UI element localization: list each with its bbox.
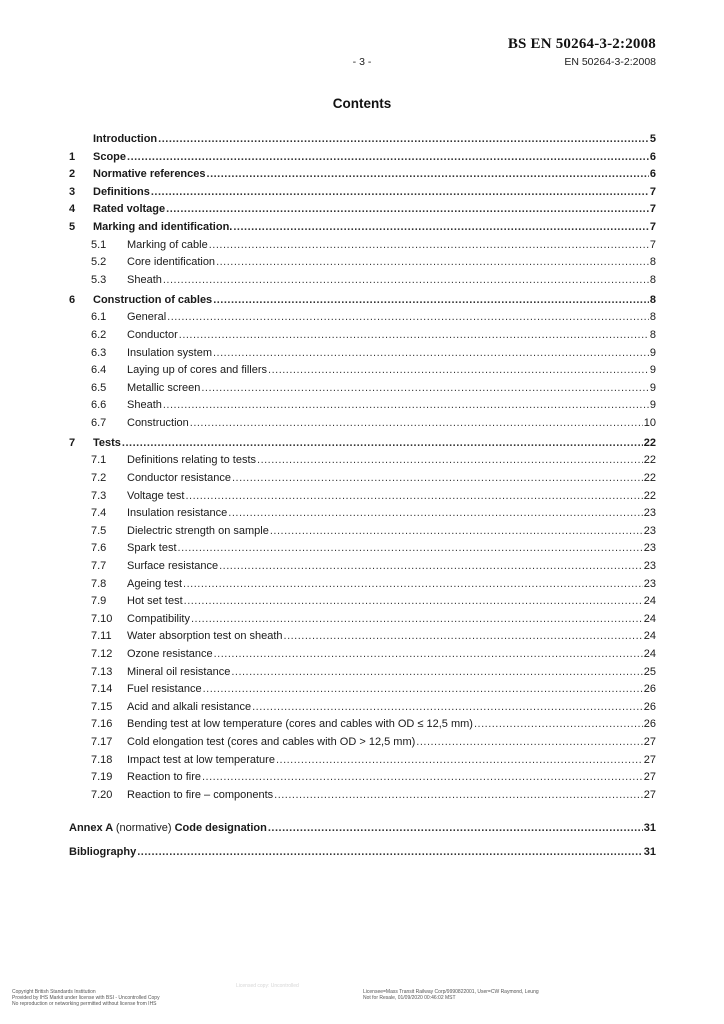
- footer-copyright: [12, 989, 160, 1007]
- toc-entry-page: 7: [649, 238, 656, 251]
- toc-entry-bibliography[interactable]: [69, 846, 656, 864]
- toc-entry-number: 7.1: [91, 454, 107, 467]
- toc-entry-number: 7.17: [91, 735, 113, 748]
- toc-entry-page: 7: [649, 185, 656, 198]
- toc-entry-page: 26: [643, 718, 656, 731]
- toc-dot-leader: [167, 311, 649, 323]
- toc-entry-number: 5.2: [91, 256, 107, 269]
- toc-entry-title: Impact test at low temperature: [127, 753, 275, 766]
- toc-entry[interactable]: [69, 151, 656, 169]
- toc-entry-page: 27: [643, 753, 656, 766]
- toc-entry[interactable]: [69, 525, 656, 543]
- toc-entry[interactable]: [69, 648, 656, 666]
- toc-dot-leader: [163, 399, 649, 411]
- toc-entry[interactable]: [69, 168, 656, 186]
- toc-entry-number: 6.2: [91, 328, 107, 341]
- toc-entry[interactable]: [69, 294, 656, 312]
- toc-entry-number: 7.14: [91, 683, 113, 696]
- toc-entry-page: 5: [649, 133, 656, 145]
- toc-entry[interactable]: [69, 472, 656, 490]
- toc-entry[interactable]: [69, 256, 656, 274]
- toc-dot-leader: [213, 294, 649, 306]
- toc-entry-page: 6: [649, 168, 656, 181]
- toc-dot-leader: [233, 221, 649, 233]
- toc-entry-number: 7.4: [91, 507, 107, 520]
- toc-entry-page: 7: [649, 220, 656, 233]
- toc-entry-page: 8: [649, 293, 656, 306]
- toc-entry[interactable]: [69, 507, 656, 525]
- toc-entry-title: General: [127, 311, 167, 324]
- toc-entry-number: 6: [69, 293, 76, 306]
- footer-license: [363, 989, 539, 1001]
- toc-entry-title: Metallic screen: [127, 381, 201, 394]
- toc-entry-number: 7.10: [91, 612, 113, 625]
- toc-entry-page: 22: [643, 454, 656, 467]
- toc-entry-title: Conductor resistance: [127, 472, 231, 485]
- toc-dot-leader: [257, 454, 643, 466]
- toc-entry[interactable]: [69, 789, 656, 807]
- annex-qualifier: (normative): [115, 822, 172, 835]
- toc-entry-page: 10: [643, 416, 656, 429]
- toc-entry-page: 31: [643, 822, 656, 835]
- toc-entry[interactable]: [69, 683, 656, 701]
- toc-entry-page: 8: [649, 328, 656, 341]
- toc-entry-title: Cold elongation test (cores and cables with OD > 12,5 mm): [127, 735, 416, 748]
- toc-dot-leader: [163, 274, 649, 286]
- toc-dot-leader: [203, 683, 643, 695]
- toc-bibliography-title: Bibliography: [69, 846, 137, 859]
- toc-entry-title: Definitions relating to tests: [127, 454, 257, 467]
- toc-entry-page: 27: [643, 771, 656, 784]
- toc-entry-page: 9: [649, 346, 656, 359]
- toc-dot-leader: [231, 666, 642, 678]
- toc-entry-title: Laying up of cores and fillers: [127, 364, 268, 377]
- toc-dot-leader: [201, 382, 649, 394]
- toc-entry-number: 7.18: [91, 753, 113, 766]
- toc-dot-leader: [214, 648, 643, 660]
- toc-entry-page: 8: [649, 311, 656, 324]
- toc-entry-page: 24: [643, 630, 656, 643]
- toc-entry[interactable]: [69, 490, 656, 508]
- footer-line: Copyright British Standards Institution: [12, 989, 96, 995]
- toc-dot-leader: [474, 718, 643, 730]
- toc-annex-title: [69, 822, 267, 834]
- toc-entry-number: 5.1: [91, 238, 107, 251]
- toc-entry[interactable]: [69, 578, 656, 596]
- annex-title: Code designation: [174, 822, 267, 835]
- toc-entry-page: 8: [649, 273, 656, 286]
- toc-dot-leader: [207, 168, 649, 180]
- toc-dot-leader: [191, 613, 643, 625]
- toc-entry[interactable]: [69, 701, 656, 719]
- toc-entry-number: 1: [69, 150, 76, 163]
- toc-entry-title: Sheath: [127, 399, 162, 412]
- toc-entry-title: Acid and alkali resistance: [127, 700, 252, 713]
- toc-entry-title: Ozone resistance: [127, 648, 213, 660]
- toc-entry-title: Surface resistance: [127, 560, 219, 573]
- toc-dot-leader: [213, 347, 649, 359]
- toc-entry-page: 27: [643, 788, 656, 801]
- toc-entry-title: Normative references: [93, 168, 206, 181]
- toc-entry-number: 7.7: [91, 560, 107, 573]
- toc-entry-title: Definitions: [93, 185, 150, 198]
- toc-entry[interactable]: [69, 364, 656, 382]
- toc-entry-page: 22: [643, 472, 656, 485]
- toc-entry[interactable]: [69, 133, 656, 151]
- toc-dot-leader: [270, 525, 643, 537]
- toc-dot-leader: [284, 630, 643, 642]
- toc-entry-number: 7.19: [91, 771, 113, 784]
- toc-entry-title: Bending test at low temperature (cores and cables with OD ≤ 12,5 mm): [127, 718, 473, 731]
- toc-entry[interactable]: [69, 186, 656, 204]
- toc-entry-number: 7: [69, 436, 76, 449]
- annex-prefix: Annex A: [69, 822, 113, 835]
- toc-dot-leader: [268, 364, 649, 376]
- toc-entry-title: Voltage test: [127, 489, 185, 502]
- toc-entry-number: 7.16: [91, 718, 113, 731]
- toc-entry-title: Rated voltage: [93, 203, 166, 216]
- toc-dot-leader: [158, 133, 649, 145]
- toc-dot-leader: [178, 542, 643, 554]
- toc-entry-title: Scope: [93, 150, 127, 163]
- table-of-contents: [69, 133, 656, 864]
- toc-entry-page: 8: [649, 256, 656, 269]
- footer-watermark: Licensed copy: Uncontrolled: [236, 983, 299, 989]
- toc-entry-number: 7.11: [91, 630, 112, 643]
- toc-dot-leader: [183, 578, 643, 590]
- toc-entry-number: 7.2: [91, 472, 107, 485]
- toc-entry-number: 7.8: [91, 577, 107, 590]
- toc-entry-page: 9: [649, 364, 656, 377]
- toc-entry-title: Marking of cable: [127, 238, 208, 251]
- toc-entry-title: Construction: [127, 416, 189, 429]
- toc-dot-leader: [416, 736, 642, 748]
- toc-dot-leader: [127, 151, 649, 163]
- toc-entry-number: 7.9: [91, 595, 107, 608]
- toc-entry-number: 6.7: [91, 416, 107, 429]
- toc-entry-page: 22: [643, 436, 656, 449]
- toc-entry[interactable]: [69, 666, 656, 684]
- toc-entry-number: 6.6: [91, 399, 107, 412]
- toc-entry-title: Reaction to fire – components: [127, 788, 274, 801]
- toc-dot-leader: [179, 329, 649, 341]
- toc-entry-page: 27: [643, 735, 656, 748]
- toc-entry[interactable]: [69, 736, 656, 754]
- toc-dot-leader: [216, 256, 649, 268]
- toc-dot-leader: [166, 203, 649, 215]
- toc-entry-page: 6: [649, 150, 656, 163]
- toc-entry[interactable]: [69, 399, 656, 417]
- toc-entry-title: Compatibility: [127, 612, 190, 625]
- toc-dot-leader: [151, 186, 649, 198]
- toc-entry-number: 7.3: [91, 489, 107, 502]
- toc-dot-leader: [190, 417, 643, 429]
- toc-entry-number: 6.4: [91, 364, 107, 377]
- toc-entry[interactable]: [69, 595, 656, 613]
- toc-entry-number: 4: [69, 203, 76, 216]
- toc-entry[interactable]: [69, 329, 656, 347]
- toc-entry-title: Reaction to fire: [127, 771, 201, 784]
- toc-entry-page: 24: [643, 612, 656, 625]
- toc-dot-leader: [276, 754, 643, 766]
- toc-entry[interactable]: [69, 239, 656, 257]
- toc-entry-title: Fuel resistance: [127, 683, 202, 696]
- page-number: - 3 -: [352, 56, 372, 68]
- toc-entry-number: 2: [69, 168, 76, 181]
- toc-entry-annex-a[interactable]: [69, 822, 656, 840]
- toc-entry[interactable]: [69, 630, 656, 648]
- toc-entry-title: Insulation system: [127, 346, 212, 359]
- toc-entry-number: 5: [69, 220, 76, 233]
- toc-entry-title: Water absorption test on sheath: [127, 630, 283, 643]
- toc-entry-page: 26: [643, 700, 656, 713]
- standard-subtitle: EN 50264-3-2:2008: [564, 56, 656, 68]
- toc-entry-page: 23: [643, 507, 656, 520]
- toc-entry-page: 23: [643, 524, 656, 537]
- toc-entry-number: 6.1: [91, 311, 107, 324]
- toc-dot-leader: [137, 846, 643, 858]
- toc-entry-page: 31: [643, 846, 656, 859]
- toc-entry-title: Introduction: [93, 133, 158, 145]
- toc-entry-page: 23: [643, 577, 656, 590]
- toc-entry-title: Sheath: [127, 273, 162, 286]
- toc-dot-leader: [219, 560, 643, 572]
- toc-entry-number: 6.3: [91, 346, 107, 359]
- toc-entry-page: 24: [643, 648, 656, 660]
- toc-entry-page: 23: [643, 542, 656, 555]
- toc-entry[interactable]: [69, 347, 656, 365]
- toc-dot-leader: [228, 507, 642, 519]
- toc-entry[interactable]: [69, 221, 656, 239]
- toc-entry-page: 9: [649, 381, 656, 394]
- toc-entry[interactable]: [69, 417, 656, 435]
- toc-entry[interactable]: [69, 560, 656, 578]
- toc-dot-leader: [274, 789, 643, 801]
- toc-entry-number: 7.5: [91, 524, 107, 537]
- toc-entry-page: 7: [649, 203, 656, 216]
- toc-dot-leader: [252, 701, 643, 713]
- toc-entry-number: 3: [69, 185, 76, 198]
- toc-dot-leader: [186, 490, 643, 502]
- toc-entry-title: Conductor: [127, 328, 178, 341]
- toc-entry[interactable]: [69, 542, 656, 560]
- toc-entry-page: 9: [649, 399, 656, 412]
- toc-dot-leader: [268, 822, 643, 834]
- toc-entry-title: Insulation resistance: [127, 507, 228, 520]
- toc-dot-leader: [232, 472, 643, 484]
- footer-line: No reproduction or networking permitted without license from IHS: [12, 1001, 157, 1007]
- toc-entry[interactable]: [69, 311, 656, 329]
- toc-entry-number: 6.5: [91, 381, 107, 394]
- toc-entry-number: 7.12: [91, 648, 113, 660]
- toc-entry[interactable]: [69, 203, 656, 221]
- toc-entry-page: 24: [643, 595, 656, 608]
- toc-entry-title: Spark test: [127, 542, 177, 555]
- standard-title: BS EN 50264-3-2:2008: [507, 36, 656, 52]
- toc-entry-title: Tests: [93, 436, 121, 449]
- toc-entry-title: Dielectric strength on sample: [127, 524, 269, 537]
- toc-entry-number: 7.20: [91, 788, 113, 801]
- toc-dot-leader: [202, 771, 643, 783]
- toc-entry[interactable]: [69, 771, 656, 789]
- toc-entry-title: Construction of cables: [93, 293, 213, 306]
- toc-entry-title: Mineral oil resistance: [127, 665, 231, 678]
- toc-entry[interactable]: [69, 754, 656, 772]
- footer-line: Not for Resale, 01/09/2020 00:46:02 MST: [363, 995, 456, 1001]
- toc-entry[interactable]: [69, 613, 656, 631]
- toc-entry-title: Marking and identification.: [93, 220, 233, 233]
- toc-entry-number: 7.13: [91, 665, 113, 678]
- toc-entry-page: 22: [643, 489, 656, 502]
- toc-entry-number: 7.6: [91, 542, 107, 555]
- toc-entry[interactable]: [69, 454, 656, 472]
- footer-line: Provided by IHS Markit under license with BSI - Uncontrolled Copy: [12, 995, 160, 1001]
- toc-dot-leader: [184, 595, 643, 607]
- toc-dot-leader: [209, 239, 649, 251]
- toc-entry-title: Core identification: [127, 256, 216, 269]
- toc-entry-title: Hot set test: [127, 595, 183, 608]
- toc-entry-page: 25: [643, 665, 656, 678]
- toc-entry-page: 23: [643, 560, 656, 573]
- toc-entry[interactable]: [69, 437, 656, 455]
- toc-entry-number: 5.3: [91, 273, 107, 286]
- contents-heading: Contents: [332, 96, 392, 111]
- toc-entry[interactable]: [69, 382, 656, 400]
- toc-entry-number: 7.15: [91, 700, 113, 713]
- footer-line: Licensee=Mass Transit Railway Corp/9990822001, User=CW Raymond, Leung: [363, 989, 539, 995]
- toc-entry-page: 26: [643, 683, 656, 696]
- toc-dot-leader: [122, 437, 643, 449]
- toc-entry-title: Ageing test: [127, 577, 183, 590]
- toc-entry[interactable]: [69, 274, 656, 292]
- toc-entry[interactable]: [69, 718, 656, 736]
